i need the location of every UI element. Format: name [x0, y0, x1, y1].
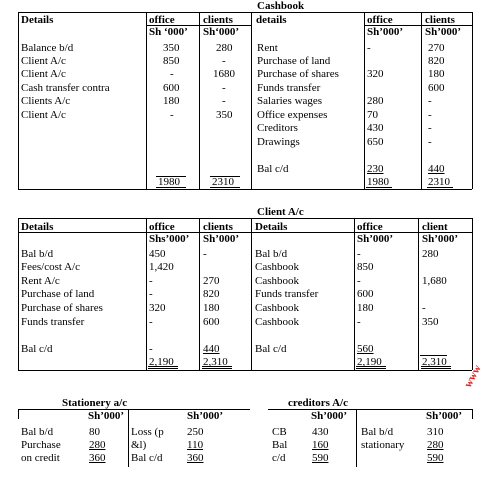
- double-underline: [421, 366, 451, 369]
- client-debit-office: -: [149, 288, 153, 300]
- stationery-right-label: Loss (p: [131, 426, 164, 438]
- client-debit-clients: 270: [203, 275, 220, 287]
- cashbook-debit-label: Client A/c: [21, 109, 66, 121]
- cashbook-credit-office: 430: [367, 122, 384, 134]
- creditors-right-value: 590: [427, 452, 444, 464]
- client-account-divider: [146, 218, 147, 370]
- cashbook-header-clients: clients: [203, 14, 233, 26]
- cashbook-debit-clients: -: [222, 55, 226, 67]
- client-account-divider: [251, 218, 252, 370]
- cashbook-total-office: 1980: [158, 176, 180, 188]
- client-account-bottom-border: [18, 370, 472, 371]
- stationery-right-value: 110: [187, 439, 204, 451]
- cashbook-credit-clients: -: [428, 109, 432, 121]
- double-underline: [366, 187, 392, 190]
- cashbook-credit-label: Purchase of shares: [257, 68, 339, 80]
- client-account-header-office: office: [149, 221, 175, 233]
- client-account-title: Client A/c: [257, 206, 304, 218]
- cashbook-bottom-border: [18, 189, 472, 190]
- client-credit-client: 1,680: [422, 275, 447, 287]
- cashbook-header-clients: clients: [425, 14, 455, 26]
- client-account-divider: [199, 218, 200, 370]
- stationery-left-label: Purchase: [21, 439, 61, 451]
- client-debit-office: 320: [149, 302, 166, 314]
- cashbook-divider: [364, 12, 365, 189]
- creditors-title: creditors A/c: [288, 397, 348, 409]
- client-credit-label: Cashbook: [255, 316, 299, 328]
- client-credit-office: -: [357, 248, 361, 260]
- total-rule: [156, 176, 186, 177]
- cashbook-header-office: office: [149, 14, 175, 26]
- cashbook-header-rule: [146, 25, 251, 26]
- client-debit-clients: 820: [203, 288, 220, 300]
- cashbook-header-details: details: [256, 14, 287, 26]
- creditors-left-value: 160: [312, 439, 329, 451]
- client-account-divider: [354, 218, 355, 370]
- stationery-title: Stationery a/c: [62, 397, 128, 409]
- client-credit-office: 600: [357, 288, 374, 300]
- cashbook-debit-label: Client A/c: [21, 68, 66, 80]
- cashbook-credit-clients: -: [428, 136, 432, 148]
- client-debit-clients: -: [203, 248, 207, 260]
- cashbook-credit-label: Salaries wages: [257, 95, 323, 107]
- client-account-header-details: Details: [255, 221, 288, 233]
- client-credit-office: 850: [357, 261, 374, 273]
- cashbook-total-clients: 2310: [428, 176, 450, 188]
- client-credit-office: -: [357, 275, 361, 287]
- creditors-unit: Sh’000’: [311, 410, 348, 422]
- cashbook-credit-clients: -: [428, 122, 432, 134]
- cashbook-debit-office: -: [170, 68, 174, 80]
- client-credit-client: 280: [422, 248, 439, 260]
- cashbook-divider: [251, 12, 252, 189]
- cashbook-credit-clients: 820: [428, 55, 445, 67]
- stationery-right-value: 250: [187, 426, 204, 438]
- cashbook-debit-clients: 280: [216, 42, 233, 54]
- cashbook-debit-office: 180: [163, 95, 180, 107]
- client-account-left-border: [18, 218, 19, 370]
- stationery-left-value: 80: [89, 426, 100, 438]
- watermark: www: [462, 362, 484, 390]
- double-underline: [427, 187, 453, 190]
- stationery-left-value: 280: [89, 439, 106, 451]
- cashbook-debit-office: -: [170, 109, 174, 121]
- cashbook-bal-cd-clients: 440: [428, 163, 445, 175]
- client-debit-label: Funds transfer: [21, 316, 85, 328]
- client-debit-office: -: [149, 275, 153, 287]
- client-total-clients: 2,310: [203, 356, 228, 368]
- creditors-right-label: Bal b/d: [361, 426, 394, 438]
- cashbook-debit-label: Balance b/d: [21, 42, 74, 54]
- cashbook-top-border: [18, 12, 472, 13]
- cashbook-debit-clients: 350: [216, 109, 233, 121]
- cashbook-credit-label: Office expenses: [257, 109, 328, 121]
- client-account-header-details: Details: [21, 221, 54, 233]
- cashbook-bal-cd-label: Bal c/d: [257, 163, 289, 175]
- creditors-right-tick: [472, 409, 473, 419]
- cashbook-debit-office: 850: [163, 55, 180, 67]
- stationery-left-value: 360: [89, 452, 106, 464]
- creditors-left-label: c/d: [272, 452, 286, 464]
- cashbook-debit-office: 350: [163, 42, 180, 54]
- client-debit-label: Fees/cost A/c: [21, 261, 80, 273]
- cashbook-unit: Sh‘000’: [203, 26, 240, 38]
- client-account-divider: [418, 218, 419, 370]
- client-account-unit: Sh’000’: [203, 233, 240, 245]
- cashbook-credit-clients: 180: [428, 68, 445, 80]
- client-debit-bal-label: Bal c/d: [21, 343, 53, 355]
- cashbook-title: Cashbook: [257, 0, 305, 12]
- stationery-left-label: on credit: [21, 452, 60, 464]
- stationery-unit: Sh’000’: [88, 410, 125, 422]
- client-account-unit: Sh’000’: [357, 233, 394, 245]
- client-debit-label: Rent A/c: [21, 275, 60, 287]
- client-credit-label: Cashbook: [255, 275, 299, 287]
- cashbook-credit-office: 650: [367, 136, 384, 148]
- cashbook-credit-clients: 270: [428, 42, 445, 54]
- stationery-t-divider: [128, 409, 129, 467]
- client-account-right-border: [472, 218, 473, 370]
- cashbook-left-border: [18, 12, 19, 189]
- stationery-left-tick: [18, 409, 19, 419]
- cashbook-unit: Sh’000’: [367, 26, 404, 38]
- cashbook-total-clients: 2310: [212, 176, 234, 188]
- creditors-left-value: 590: [312, 452, 329, 464]
- client-total-office: 2,190: [357, 356, 382, 368]
- client-account-header-clients: clients: [203, 221, 233, 233]
- client-debit-office: -: [149, 316, 153, 328]
- cashbook-debit-label: Clients A/c: [21, 95, 71, 107]
- client-credit-office: -: [357, 316, 361, 328]
- cashbook-debit-label: Cash transfer contra: [21, 82, 110, 94]
- creditors-t-divider: [356, 409, 357, 467]
- cashbook-credit-office: 320: [367, 68, 384, 80]
- client-account-header-office: office: [357, 221, 383, 233]
- client-credit-bal-office: 560: [357, 343, 374, 355]
- creditors-left-label: Bal: [272, 439, 288, 451]
- cashbook-credit-label: Rent: [257, 42, 278, 54]
- cashbook-divider: [146, 12, 147, 189]
- creditors-left-label: CB: [272, 426, 287, 438]
- cashbook-credit-office: -: [367, 42, 371, 54]
- double-underline: [210, 187, 240, 190]
- cashbook-bal-cd-office: 230: [367, 163, 384, 175]
- client-debit-label: Purchase of shares: [21, 302, 103, 314]
- client-credit-bal-label: Bal c/d: [255, 343, 287, 355]
- cashbook-unit: Sh’000’: [425, 26, 462, 38]
- cashbook-divider: [421, 12, 422, 189]
- cashbook-debit-clients: -: [222, 95, 226, 107]
- client-debit-office: 1,420: [149, 261, 174, 273]
- client-debit-bal-office: -: [149, 343, 153, 355]
- client-credit-client: 350: [422, 316, 439, 328]
- client-debit-label: Bal b/d: [21, 248, 54, 260]
- cashbook-debit-label: Client A/c: [21, 55, 66, 67]
- double-underline: [356, 366, 386, 369]
- cashbook-debit-clients: -: [222, 82, 226, 94]
- client-debit-clients: 180: [203, 302, 220, 314]
- double-underline: [156, 187, 186, 190]
- creditors-right-label: stationary: [361, 439, 405, 451]
- cashbook-credit-label: Funds transfer: [257, 82, 321, 94]
- stationery-right-value: 360: [187, 452, 204, 464]
- client-credit-label: Bal b/d: [255, 248, 288, 260]
- client-account-unit: Shs’000’: [149, 233, 190, 245]
- client-total-client: 2,310: [422, 356, 447, 368]
- cashbook-credit-office: 70: [367, 109, 378, 121]
- client-debit-label: Purchase of land: [21, 288, 95, 300]
- stationery-left-label: Bal b/d: [21, 426, 54, 438]
- client-credit-label: Cashbook: [255, 302, 299, 314]
- cashbook-credit-label: Drawings: [257, 136, 300, 148]
- cashbook-credit-label: Purchase of land: [257, 55, 331, 67]
- cashbook-divider: [199, 12, 200, 189]
- cashbook-unit: Sh ‘000’: [149, 26, 188, 38]
- cashbook-credit-clients: 600: [428, 82, 445, 94]
- client-debit-bal-clients: 440: [203, 343, 220, 355]
- total-rule: [210, 176, 240, 177]
- client-credit-client: -: [422, 302, 426, 314]
- double-underline: [148, 366, 178, 369]
- client-total-office: 2,190: [149, 356, 174, 368]
- cashbook-credit-clients: -: [428, 95, 432, 107]
- creditors-right-value: 280: [427, 439, 444, 451]
- stationery-right-label: &l): [131, 439, 147, 451]
- client-account-unit: Sh’000’: [422, 233, 459, 245]
- client-account-header-rule: [18, 232, 472, 233]
- cashbook-header-details: Details: [21, 14, 54, 26]
- cashbook-header-office: office: [367, 14, 393, 26]
- client-debit-office: 450: [149, 248, 166, 260]
- client-credit-label: Cashbook: [255, 261, 299, 273]
- client-account-top-border: [18, 218, 472, 219]
- stationery-right-label: Bal c/d: [131, 452, 163, 464]
- client-credit-office: 180: [357, 302, 374, 314]
- cashbook-total-office: 1980: [367, 176, 389, 188]
- cashbook-debit-clients: 1680: [213, 68, 235, 80]
- double-underline: [202, 366, 232, 369]
- stationery-unit: Sh’000’: [187, 410, 224, 422]
- creditors-unit: Sh’000’: [426, 410, 463, 422]
- client-credit-label: Funds transfer: [255, 288, 319, 300]
- cashbook-credit-office: 280: [367, 95, 384, 107]
- creditors-left-value: 430: [312, 426, 329, 438]
- cashbook-credit-label: Creditors: [257, 122, 298, 134]
- creditors-right-value: 310: [427, 426, 444, 438]
- cashbook-header-rule: [364, 25, 472, 26]
- cashbook-debit-office: 600: [163, 82, 180, 94]
- cashbook-right-border: [472, 12, 473, 189]
- client-account-header-client: client: [422, 221, 448, 233]
- client-debit-clients: 600: [203, 316, 220, 328]
